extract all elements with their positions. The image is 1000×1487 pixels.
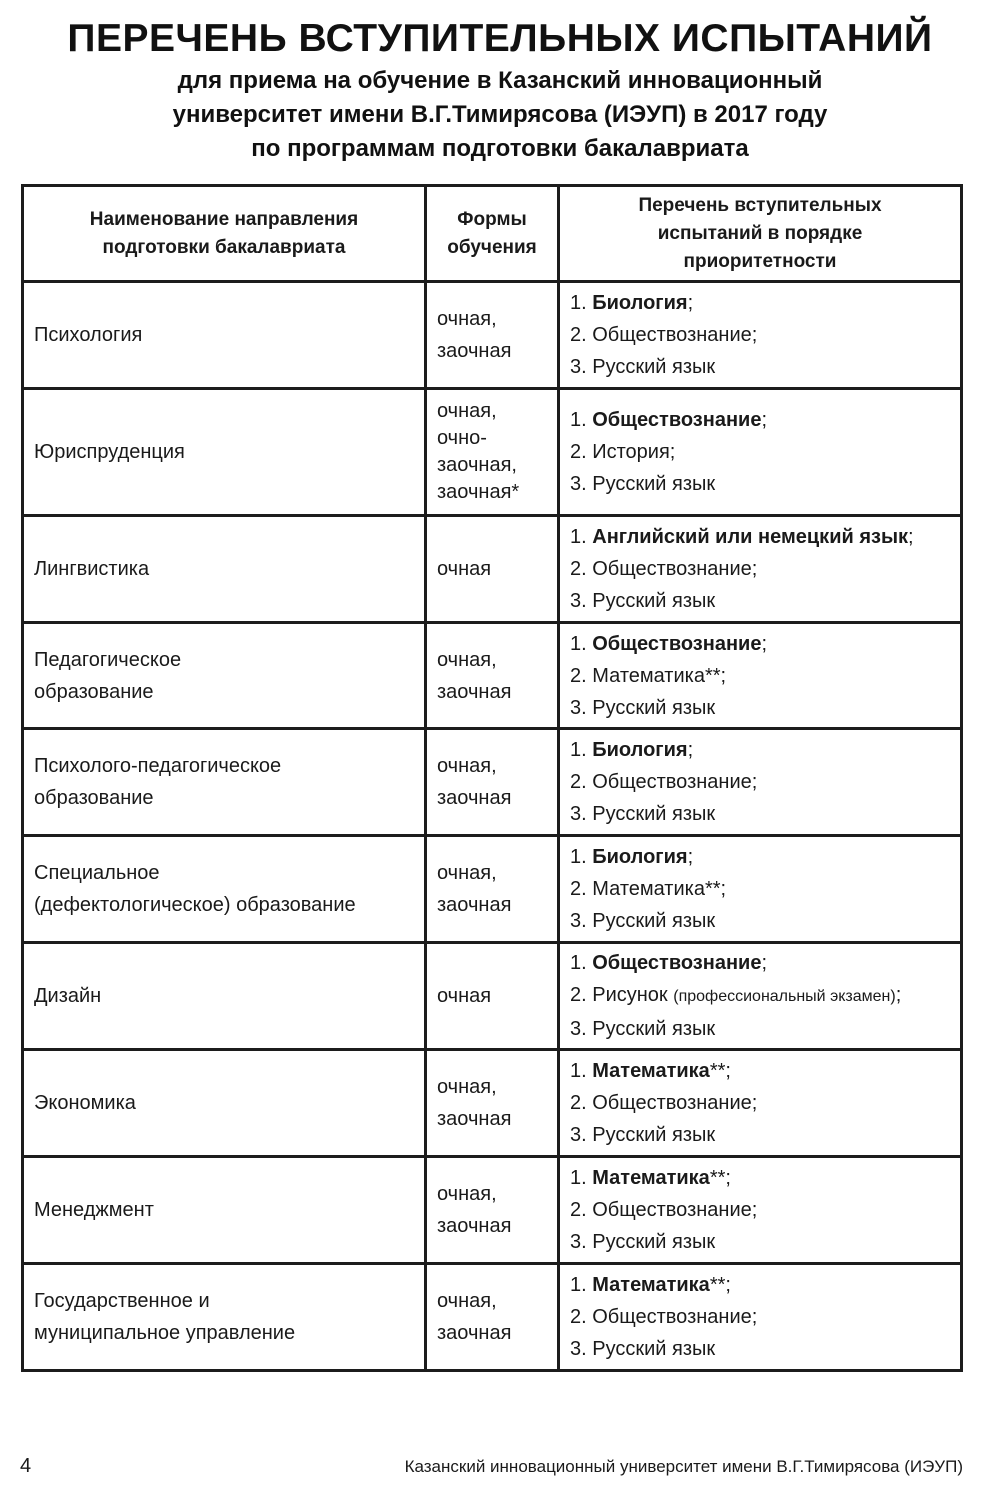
exam-item	[570, 979, 950, 1013]
exams-cell	[559, 623, 962, 729]
exam-item	[570, 766, 950, 798]
study-form-line: заочная	[437, 680, 512, 703]
header-line: обучения	[447, 236, 537, 258]
exam-number: 2.	[570, 558, 593, 580]
exam-item	[570, 873, 950, 905]
direction-name-line: Юриспруденция	[34, 441, 185, 463]
priority-exam-name: Математика	[592, 1060, 710, 1082]
direction-name-line: образование	[34, 787, 154, 809]
exam-number: 2.	[570, 1306, 593, 1328]
table-row	[23, 282, 962, 389]
study-form-line: очная,	[437, 308, 497, 330]
document-header	[0, 14, 1000, 166]
study-forms-cell	[426, 943, 559, 1050]
exam-number: 1.	[570, 409, 593, 431]
priority-exam-name: Математика	[592, 1274, 710, 1296]
exam-number: 1.	[570, 1060, 593, 1082]
header-line: подготовки бакалавриата	[102, 236, 346, 258]
exam-number: 2.	[570, 1092, 593, 1114]
exam-item	[570, 628, 950, 660]
exam-item	[570, 734, 950, 766]
subtitle-line: для приема на обучение в Казанский инновационный	[177, 67, 823, 94]
exam-name: История;	[592, 441, 676, 463]
priority-exam-name: Английский или немецкий язык	[592, 526, 909, 548]
direction-cell	[23, 836, 426, 943]
exam-number: 1.	[570, 1274, 593, 1296]
direction-name-line: Лингвистика	[34, 558, 150, 580]
direction-cell	[23, 729, 426, 836]
direction-name-line: Психолого-педагогическое	[34, 755, 282, 777]
page-number: 4	[20, 1455, 32, 1477]
exams-cell	[559, 1157, 962, 1264]
header-line: Перечень вступительных	[638, 194, 882, 216]
study-form-line: очная	[437, 558, 492, 580]
exams-cell	[559, 729, 962, 836]
study-form-line: заочная	[437, 1108, 512, 1130]
exam-name: Математика**;	[592, 664, 727, 687]
exam-number: 3.	[570, 356, 593, 378]
exam-item	[570, 692, 950, 724]
exam-item	[570, 660, 950, 692]
exam-item	[570, 841, 950, 873]
exam-number: 3.	[570, 473, 593, 495]
exam-item	[570, 1119, 950, 1151]
table-row	[23, 1157, 962, 1264]
priority-exam-name: Биология	[592, 292, 688, 314]
exam-suffix: **;	[709, 1060, 731, 1082]
exam-number: 3.	[570, 910, 593, 932]
entrance-exams-table	[21, 184, 963, 1372]
exam-number: 3.	[570, 590, 593, 612]
study-forms-cell	[426, 389, 559, 516]
subtitle-line: по программам подготовки бакалавриата	[251, 135, 749, 162]
study-forms-cell	[426, 1157, 559, 1264]
exam-item	[570, 585, 950, 617]
direction-cell	[23, 1264, 426, 1371]
study-form-line: очная,	[437, 862, 497, 884]
exam-item	[570, 798, 950, 830]
exam-number: 3.	[570, 1231, 593, 1253]
study-form-line: заочная	[437, 1322, 512, 1344]
exam-number: 1.	[570, 526, 593, 548]
priority-exam-name: Математика	[592, 1167, 710, 1189]
study-form-line: заочная	[437, 340, 512, 362]
exam-number: 2.	[570, 1199, 593, 1221]
direction-cell	[23, 943, 426, 1050]
study-form-line: очная	[437, 985, 492, 1007]
exam-item	[570, 1194, 950, 1226]
study-form-line: очная,	[437, 755, 497, 777]
study-form-line: очно-	[437, 427, 487, 449]
direction-name-line: Специальное	[34, 862, 160, 884]
exams-cell	[559, 836, 962, 943]
study-form-line: заочная*	[437, 481, 520, 503]
exam-name: Русский язык	[592, 1018, 716, 1040]
exam-number: 3.	[570, 803, 593, 825]
header-line: Формы	[457, 208, 527, 230]
direction-name-line: (дефектологическое) образование	[34, 894, 356, 916]
subtitle-line: университет имени В.Г.Тимирясова (ИЭУП) в 2017 году	[172, 101, 828, 128]
exam-number: 3.	[570, 696, 593, 719]
study-form-line: очная,	[437, 400, 497, 422]
exam-name: Обществознание;	[592, 1092, 758, 1114]
direction-name-line: Психология	[34, 324, 143, 346]
exam-item	[570, 468, 950, 500]
study-form-line: заочная	[437, 894, 512, 916]
column-header-exams	[559, 186, 962, 282]
exam-number: 1.	[570, 292, 593, 314]
direction-cell	[23, 623, 426, 729]
exam-number: 2.	[570, 771, 593, 793]
exam-number: 2.	[570, 664, 593, 687]
exam-item	[570, 1226, 950, 1258]
exam-name: Русский язык	[592, 1231, 716, 1253]
exam-number: 1.	[570, 846, 593, 868]
exam-suffix: **;	[709, 1167, 731, 1189]
page-title: ПЕРЕЧЕНЬ ВСТУПИТЕЛЬНЫХ ИСПЫТАНИЙ	[67, 17, 933, 60]
study-forms-cell	[426, 623, 559, 729]
exam-suffix: ;	[895, 984, 902, 1006]
exam-number: 2.	[570, 441, 593, 463]
table-row	[23, 389, 962, 516]
exam-item	[570, 404, 950, 436]
study-forms-cell	[426, 729, 559, 836]
study-forms-cell	[426, 1050, 559, 1157]
study-form-line: очная,	[437, 1183, 497, 1205]
priority-exam-name: Обществознание	[592, 632, 762, 655]
exam-name: Обществознание;	[592, 771, 758, 793]
exam-number: 1.	[570, 739, 593, 761]
exam-item	[570, 1301, 950, 1333]
column-header-forms	[426, 186, 559, 282]
table-row	[23, 623, 962, 729]
direction-cell	[23, 282, 426, 389]
exam-item	[570, 905, 950, 937]
exam-name: Обществознание;	[592, 1199, 758, 1221]
exam-name: Обществознание;	[592, 1306, 758, 1328]
exams-cell	[559, 389, 962, 516]
table-row	[23, 1050, 962, 1157]
table-row	[23, 943, 962, 1050]
exam-name: Рисунок	[592, 984, 674, 1006]
exam-number: 1.	[570, 952, 593, 974]
exam-number: 2.	[570, 984, 593, 1006]
exams-cell	[559, 516, 962, 623]
exam-item	[570, 947, 950, 979]
exam-number: 3.	[570, 1124, 593, 1146]
exam-suffix: ;	[908, 526, 914, 548]
study-form-line: очная,	[437, 1290, 497, 1312]
exams-cell	[559, 1050, 962, 1157]
exam-suffix: ;	[687, 846, 694, 868]
priority-exam-name: Обществознание	[592, 952, 762, 974]
table-row	[23, 836, 962, 943]
exam-name: Обществознание;	[592, 324, 758, 346]
header-line: приоритетности	[683, 250, 837, 272]
exam-number: 3.	[570, 1018, 593, 1040]
exam-name: Русский язык	[592, 1338, 716, 1360]
direction-name-line: образование	[34, 680, 154, 703]
direction-name-line: Дизайн	[34, 985, 102, 1007]
study-forms-cell	[426, 282, 559, 389]
exam-name: Русский язык	[592, 696, 716, 719]
study-form-line: очная,	[437, 648, 497, 671]
study-forms-cell	[426, 836, 559, 943]
exam-suffix: ;	[687, 292, 694, 314]
exam-name: Русский язык	[592, 910, 716, 932]
exam-number: 1.	[570, 1167, 593, 1189]
priority-exam-name: Обществознание	[592, 409, 762, 431]
priority-exam-name: Биология	[592, 739, 688, 761]
exam-number: 2.	[570, 324, 593, 346]
column-header-direction	[23, 186, 426, 282]
exam-suffix: ;	[687, 739, 694, 761]
table-row	[23, 729, 962, 836]
exam-item	[570, 1333, 950, 1365]
footer-text: Казанский инновационный университет имени В.Г.Тимирясова (ИЭУП)	[404, 1457, 963, 1476]
exam-suffix: ;	[761, 409, 768, 431]
study-forms-cell	[426, 1264, 559, 1371]
exam-name: Русский язык	[592, 1124, 716, 1146]
exam-number: 3.	[570, 1338, 593, 1360]
study-form-line: заочная,	[437, 454, 517, 476]
direction-cell	[23, 516, 426, 623]
exam-note: (профессиональный экзамен)	[673, 988, 896, 1005]
study-form-line: очная,	[437, 1076, 497, 1098]
table-row	[23, 1264, 962, 1371]
direction-name-line: Экономика	[34, 1092, 136, 1114]
exam-item	[570, 553, 950, 585]
exam-name: Русский язык	[592, 803, 716, 825]
exam-item	[570, 1162, 950, 1194]
header-line: Наименование направления	[89, 208, 359, 230]
exam-suffix: ;	[761, 632, 768, 655]
table-row	[23, 516, 962, 623]
header-line: испытаний в порядке	[657, 222, 863, 244]
exam-item	[570, 1055, 950, 1087]
direction-cell	[23, 1050, 426, 1157]
priority-exam-name: Биология	[592, 846, 688, 868]
exam-item	[570, 319, 950, 351]
exam-item	[570, 521, 950, 553]
exams-cell	[559, 943, 962, 1050]
exam-item	[570, 351, 950, 383]
study-forms-cell	[426, 516, 559, 623]
exam-item	[570, 287, 950, 319]
direction-name-line: Менеджмент	[34, 1199, 154, 1221]
exams-cell	[559, 1264, 962, 1371]
exams-cell	[559, 282, 962, 389]
exam-item	[570, 1013, 950, 1045]
exam-item	[570, 1269, 950, 1301]
exam-item	[570, 436, 950, 468]
table-header-row	[23, 186, 962, 282]
study-form-line: заочная	[437, 787, 512, 809]
study-form-line: заочная	[437, 1215, 512, 1237]
exam-item	[570, 1087, 950, 1119]
exam-name: Обществознание;	[592, 558, 758, 580]
direction-name-line: муниципальное управление	[34, 1322, 296, 1344]
direction-cell	[23, 389, 426, 516]
exam-suffix: **;	[709, 1274, 731, 1296]
direction-name-line: Педагогическое	[34, 648, 182, 671]
exam-number: 2.	[570, 878, 593, 900]
exam-name: Русский язык	[592, 356, 716, 378]
direction-name-line: Государственное и	[34, 1290, 210, 1312]
exam-suffix: ;	[761, 952, 768, 974]
direction-cell	[23, 1157, 426, 1264]
exam-name: Русский язык	[592, 473, 716, 495]
exam-name: Русский язык	[592, 590, 716, 612]
exam-name: Математика**;	[592, 878, 727, 900]
exam-number: 1.	[570, 632, 593, 655]
